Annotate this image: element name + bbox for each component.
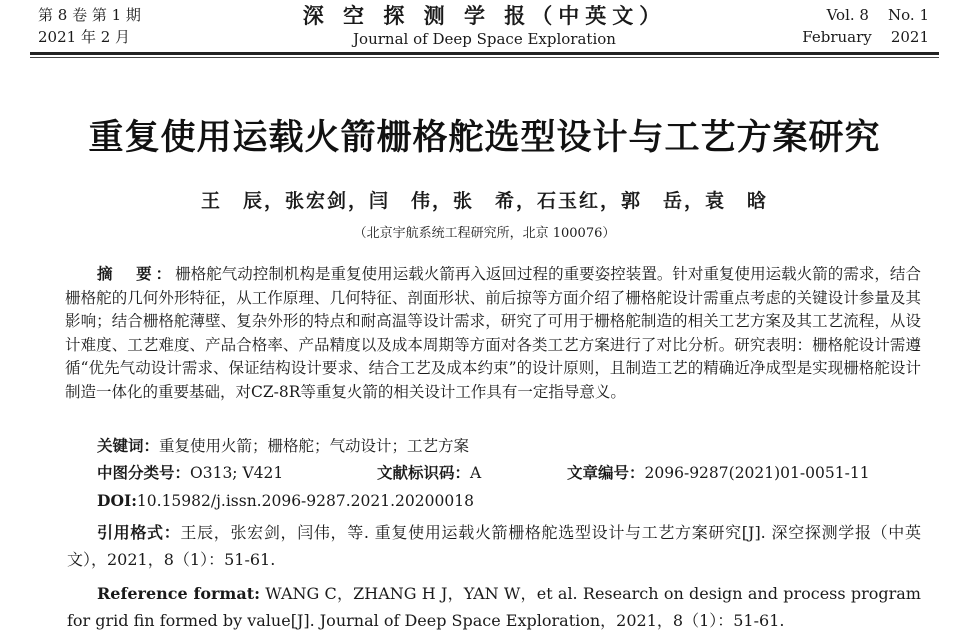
doc-code-label: 文献标识码： [377, 463, 471, 482]
clc-block [97, 462, 283, 484]
journal-name-cn: 深 空 探 测 学 报（中英文） [302, 3, 667, 28]
ref-text: WANG C，ZHANG H J，YAN W，et al. Research on design and process program for grid fin formed by value[J]. Journal of Deep Space Exploration，2021，8（1）：51-61. [67, 584, 921, 630]
doi-value: 10.15982/j.issn.2096-9287.2021.20200018 [136, 492, 474, 510]
header-rule-thin [30, 57, 939, 58]
paper-authors: 王 辰，张宏剑，闫 伟，张 希，石玉红，郭 岳，袁 晗 [200, 190, 768, 212]
article-no-label: 文章编号： [567, 463, 645, 482]
header-date-cn: 2021 年 2 月 [38, 28, 131, 46]
article-no-block [567, 462, 870, 484]
header-volume-cn: 第 8 卷 第 1 期 [38, 6, 141, 24]
keywords-label: 关键词： [97, 436, 160, 455]
cite-label: 引用格式： [97, 523, 181, 542]
doc-code-value: A [470, 464, 482, 482]
clc-value: O313; V421 [190, 464, 284, 482]
clc-label: 中图分类号： [97, 463, 191, 482]
paper-affiliation: （北京宇航系统工程研究所，北京 100076） [353, 226, 616, 241]
abstract-text: 栅格舵气动控制机构是重复使用运载火箭再入返回过程的重要姿控装置。针对重复使用运载火箭的需求，结合栅格舵的几何外形特征，从工作原理、几何特征、剖面形状、前后掠等方面介绍了栅格舵设计需重点考虑的关键设计参量及其影响；结合栅格舵薄壁、复杂外形的特点和耐高温等设计需求，研究了可用于栅格舵制造的相关工艺方案及其工艺流程，从设计难度、工艺难度、产品合格率、产品精度以及成本周期等方面对各类工艺方案进行了对比分析。研究表明：栅格舵设计需遵循“优先气动设计需求、保证结构设计要求、结合工艺及成本约束”的设计原则，且制造工艺的精确近净成型是实现栅格舵设计制造一体化的重要基础，对CZ-8R等重复火箭的相关设计工作具有一定指导意义。 [65, 265, 921, 401]
journal-name-en: Journal of Deep Space Exploration [353, 30, 616, 48]
doc-code-block [377, 462, 481, 484]
ref-label: Reference format: [97, 584, 261, 603]
article-no-value: 2096-9287(2021)01-0051-11 [644, 464, 870, 482]
header-volume-en: Vol. 8 No. 1 [826, 6, 929, 24]
abstract [65, 262, 921, 404]
doi-line [97, 490, 474, 512]
header-date-en: February 2021 [802, 28, 929, 46]
header-rule-thick [30, 52, 939, 55]
header-volume-info [802, 4, 929, 48]
citation-format [67, 519, 921, 573]
reference-format [67, 580, 921, 634]
abstract-label: 摘 要： [97, 264, 176, 283]
cite-text: 王辰，张宏剑，闫伟，等. 重复使用运载火箭栅格舵选型设计与工艺方案研究[J]. 深空探测学报（中英文），2021，8（1）：51-61. [67, 523, 921, 569]
keywords-line [97, 435, 469, 457]
doi-label: DOI: [97, 491, 137, 510]
paper-title: 重复使用运载火箭栅格舵选型设计与工艺方案研究 [88, 118, 881, 158]
keywords-text: 重复使用火箭；栅格舵；气动设计；工艺方案 [159, 437, 470, 455]
